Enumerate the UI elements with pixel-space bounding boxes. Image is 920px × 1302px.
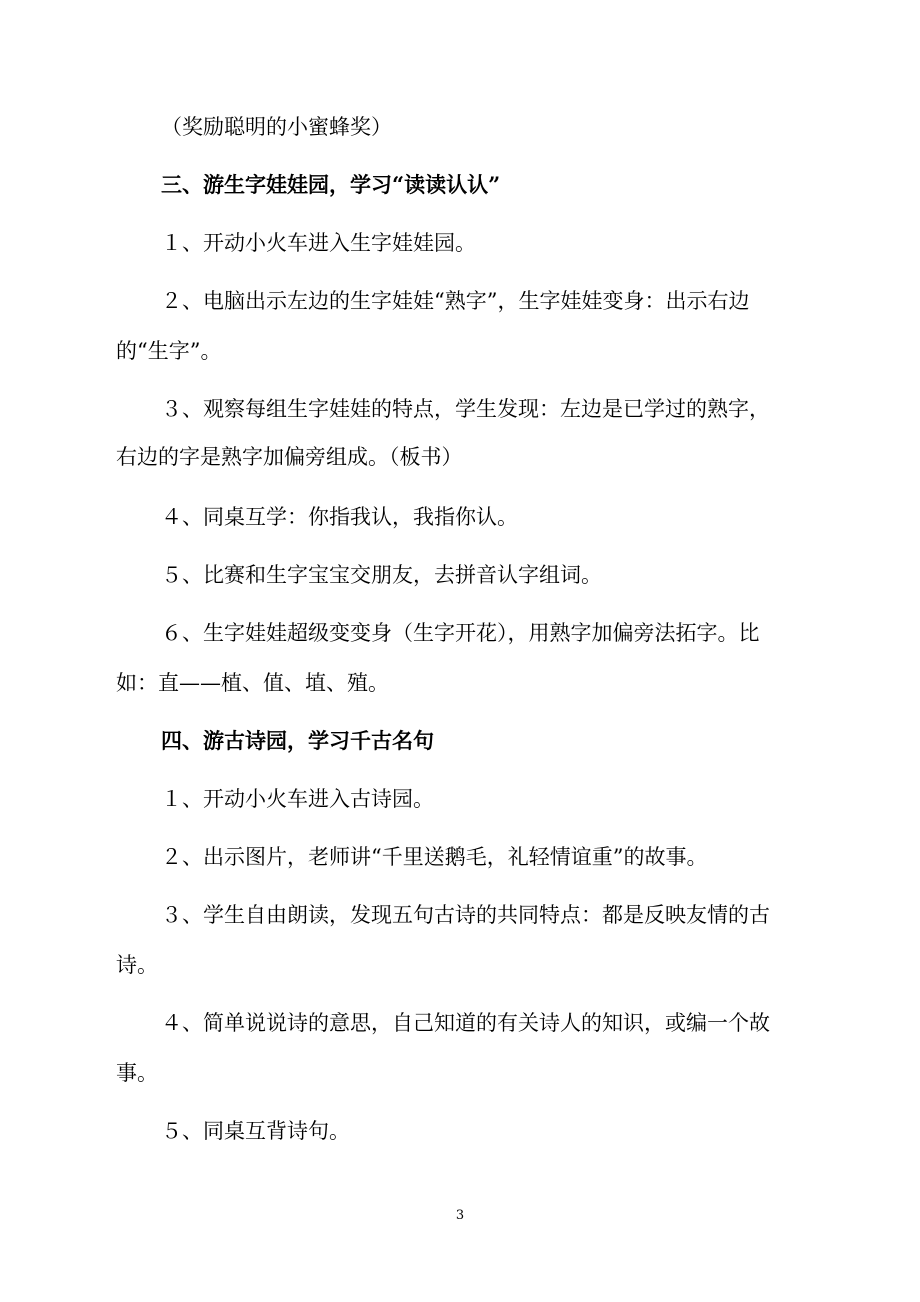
line-step-6-cont: 如：直——植、值、埴、殖。 <box>116 671 389 695</box>
heading-section-four: 四、游古诗园，学习千古名句 <box>161 728 434 753</box>
line-poem-step-3-cont: 诗。 <box>116 953 158 977</box>
line-step-2-cont: 的“生字”。 <box>116 339 222 363</box>
line-step-3-cont: 右边的字是熟字加偏旁组成。（板书） <box>116 445 463 469</box>
line-poem-step-4-cont: 事。 <box>116 1061 158 1085</box>
line-step-2: ２、电脑出示左边的生字娃娃“熟字”，生字娃娃变身：出示右边 <box>161 289 750 313</box>
page-number: 3 <box>455 1208 465 1223</box>
line-step-6: ６、生字娃娃超级变变身（生字开花），用熟字加偏旁法拓字。比 <box>161 621 760 645</box>
line-reward: （奖励聪明的小蜜蜂奖） <box>161 115 392 139</box>
line-step-1: １、开动小火车进入生字娃娃园。 <box>161 231 476 255</box>
line-poem-step-5: ５、同桌互背诗句。 <box>161 1119 350 1143</box>
line-step-5: ５、比赛和生字宝宝交朋友，去拼音认字组词。 <box>161 563 602 587</box>
line-poem-step-3: ３、学生自由朗读，发现五句古诗的共同特点：都是反映友情的古 <box>161 903 770 927</box>
heading-section-three: 三、游生字娃娃园，学习“读读认认” <box>161 172 501 197</box>
line-poem-step-4: ４、简单说说诗的意思，自己知道的有关诗人的知识，或编一个故 <box>161 1011 770 1035</box>
line-poem-step-2: ２、出示图片，老师讲“千里送鹅毛，礼轻情谊重”的故事。 <box>161 845 708 869</box>
line-step-4: ４、同桌互学：你指我认，我指你认。 <box>161 505 518 529</box>
line-poem-step-1: １、开动小火车进入古诗园。 <box>161 787 434 811</box>
line-step-3: ３、观察每组生字娃娃的特点，学生发现：左边是已学过的熟字， <box>161 397 770 421</box>
